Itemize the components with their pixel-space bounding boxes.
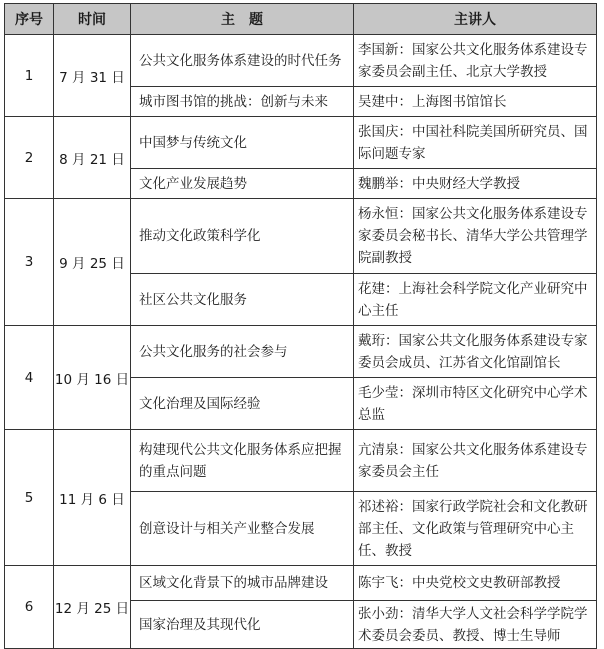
talk-topic: 文化治理及国际经验 [131, 378, 354, 430]
talk-speaker: 花建：上海社会科学院文化产业研究中心主任 [354, 274, 597, 326]
session-number: 1 [5, 35, 54, 117]
talk-speaker: 李国新：国家公共文化服务体系建设专家委员会副主任、北京大学教授 [354, 35, 597, 87]
talk-speaker: 戴珩：国家公共文化服务体系建设专家委员会成员、江苏省文化馆副馆长 [354, 326, 597, 378]
talk-topic: 城市图书馆的挑战：创新与未来 [131, 87, 354, 117]
lecture-schedule-table [4, 3, 597, 649]
table-row [5, 326, 597, 378]
talk-topic: 公共文化服务的社会参与 [131, 326, 354, 378]
talk-topic: 区域文化背景下的城市品牌建设 [131, 566, 354, 601]
header-speaker: 主讲人 [354, 4, 597, 35]
header-topic: 主 题 [131, 4, 354, 35]
table-row [5, 430, 597, 492]
talk-topic: 构建现代公共文化服务体系应把握的重点问题 [131, 430, 354, 492]
session-number: 6 [5, 566, 54, 649]
table-row [5, 117, 597, 169]
talk-topic: 文化产业发展趋势 [131, 169, 354, 199]
session-date: 9 月 25 日 [54, 199, 131, 326]
talk-speaker: 祁述裕：国家行政学院社会和文化教研部主任、文化政策与管理研究中心主任、教授 [354, 492, 597, 566]
talk-topic: 社区公共文化服务 [131, 274, 354, 326]
talk-speaker: 毛少莹：深圳市特区文化研究中心学术总监 [354, 378, 597, 430]
talk-topic: 公共文化服务体系建设的时代任务 [131, 35, 354, 87]
table-row [5, 199, 597, 274]
session-date: 12 月 25 日 [54, 566, 131, 649]
session-date: 8 月 21 日 [54, 117, 131, 199]
talk-speaker: 亢清泉：国家公共文化服务体系建设专家委员会主任 [354, 430, 597, 492]
talk-speaker: 陈宇飞：中央党校文史教研部教授 [354, 566, 597, 601]
session-date: 10 月 16 日 [54, 326, 131, 430]
talk-speaker: 张小劲：清华大学人文社会科学学院学术委员会委员、教授、博士生导师 [354, 601, 597, 649]
session-number: 4 [5, 326, 54, 430]
session-date: 11 月 6 日 [54, 430, 131, 566]
header-row [5, 4, 597, 35]
talk-topic: 中国梦与传统文化 [131, 117, 354, 169]
talk-speaker: 吴建中：上海图书馆馆长 [354, 87, 597, 117]
session-date: 7 月 31 日 [54, 35, 131, 117]
talk-speaker: 张国庆：中国社科院美国所研究员、国际问题专家 [354, 117, 597, 169]
talk-speaker: 魏鹏举：中央财经大学教授 [354, 169, 597, 199]
session-number: 3 [5, 199, 54, 326]
talk-speaker: 杨永恒：国家公共文化服务体系建设专家委员会秘书长、清华大学公共管理学院副教授 [354, 199, 597, 274]
session-number: 2 [5, 117, 54, 199]
talk-topic: 创意设计与相关产业整合发展 [131, 492, 354, 566]
table-row [5, 566, 597, 601]
table-row [5, 35, 597, 87]
header-date: 时间 [54, 4, 131, 35]
talk-topic: 国家治理及其现代化 [131, 601, 354, 649]
session-number: 5 [5, 430, 54, 566]
header-seq: 序号 [5, 4, 54, 35]
talk-topic: 推动文化政策科学化 [131, 199, 354, 274]
